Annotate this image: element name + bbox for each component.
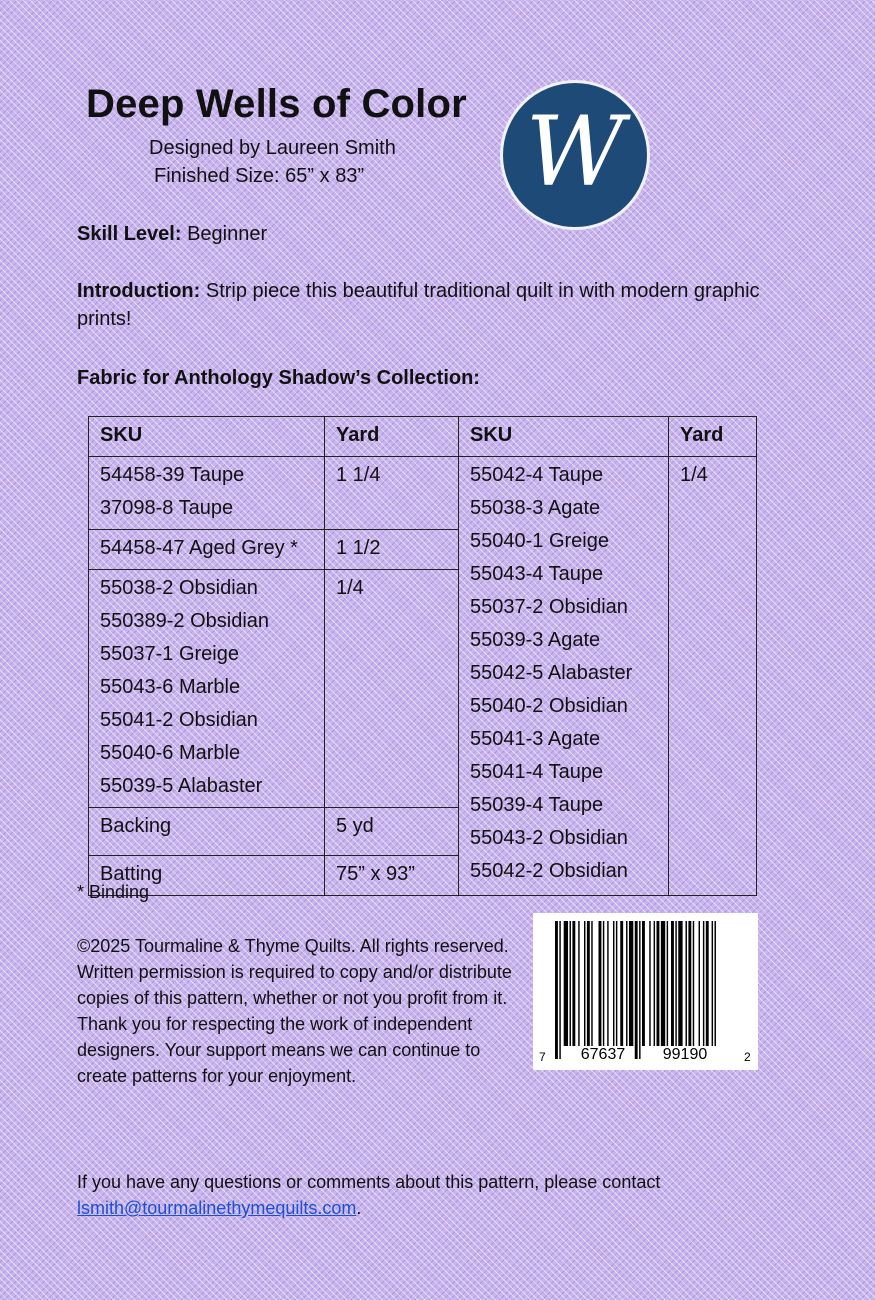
sku-item: Backing (100, 815, 172, 837)
sku-item: 55043-2 Obsidian (470, 827, 628, 849)
barcode-graphic (533, 913, 758, 1070)
sku-cell (459, 457, 669, 896)
yard-cell: 1/4 (325, 570, 459, 808)
sku-cell (89, 457, 325, 530)
sku-item: 55042-4 Taupe (470, 464, 604, 486)
contact-info (77, 1169, 837, 1221)
sku-item: 55041-4 Taupe (470, 761, 604, 783)
sku-item: 55040-6 Marble (100, 742, 241, 764)
barcode-digit: 7 (539, 1050, 546, 1064)
barcode-bar (635, 921, 638, 1059)
sku-item: 55037-1 Greige (100, 643, 239, 665)
skill-level-label: Skill Level: (77, 223, 182, 245)
barcode-bar (657, 921, 660, 1046)
sku-item: 54458-47 Aged Grey * (100, 537, 298, 559)
skill-level (77, 220, 267, 248)
barcode-bar (654, 921, 655, 1046)
sku-item: 55043-4 Taupe (470, 563, 604, 585)
barcode-bar (584, 921, 585, 1046)
fabric-heading: Fabric for Anthology Shadow’s Collection: (77, 367, 480, 389)
barcode-bar (591, 921, 592, 1046)
sku-item: 55038-2 Obsidian (100, 577, 258, 599)
barcode-digit: 67637 (580, 1046, 626, 1063)
yard-header: Yard (669, 417, 757, 457)
fabric-table (88, 416, 757, 896)
sku-item: 55040-1 Greige (470, 530, 609, 552)
logo-letter: W (525, 96, 625, 208)
sku-item: 55042-5 Alabaster (470, 662, 633, 684)
sku-item: 55038-3 Agate (470, 497, 601, 519)
barcode-bar (678, 921, 682, 1046)
barcode-digit: 2 (744, 1050, 751, 1064)
barcode-bar (616, 921, 617, 1046)
barcode-bar (620, 921, 623, 1046)
barcode-bar (559, 921, 560, 1059)
barcode (533, 913, 758, 1070)
barcode-bar (699, 921, 700, 1046)
sku-item: 55039-4 Taupe (470, 794, 604, 816)
sku-item: 55041-3 Agate (470, 728, 601, 750)
barcode-bar (555, 921, 558, 1059)
barcode-bar (626, 921, 627, 1046)
sku-item: 55039-5 Alabaster (100, 775, 263, 797)
sku-cell (89, 530, 325, 570)
copyright-notice: ©2025 Tourmaline & Thyme Quilts. All rights reserved. Written permission is required to copy and/or distribute copies of this pattern, whether or not you profit from it. Thank you for respecting the work of independent designers. Your support means we can continue to create patterns for your enjoyment. (77, 936, 512, 1086)
barcode-bar (671, 921, 674, 1046)
barcode-bar (642, 921, 645, 1046)
sku-item: 55040-2 Obsidian (470, 695, 628, 717)
barcode-bar (564, 921, 568, 1046)
introduction-label: Introduction: (77, 280, 201, 302)
designer-credit: Designed by Laureen Smith (149, 137, 396, 159)
barcode-bar (712, 921, 713, 1046)
barcode-bar (667, 921, 668, 1046)
sku-item: 37098-8 Taupe (100, 497, 234, 519)
page-title: Deep Wells of Color (86, 82, 467, 126)
binding-note: * Binding (77, 882, 150, 902)
sku-item: 550389-2 Obsidian (100, 610, 270, 632)
yard-header: Yard (325, 417, 459, 457)
yard-cell: 75” x 93” (325, 856, 459, 896)
sku-header: SKU (89, 417, 325, 457)
barcode-bar (688, 921, 691, 1046)
sku-cell (89, 808, 325, 856)
barcode-bars (555, 921, 716, 1059)
barcode-bar (578, 921, 579, 1046)
barcode-bar (607, 921, 608, 1046)
barcode-bar (587, 921, 590, 1046)
sku-item: 55037-2 Obsidian (470, 596, 628, 618)
sku-item: 54458-39 Taupe (100, 464, 245, 486)
barcode-bar (572, 921, 575, 1046)
yard-cell: 5 yd (325, 808, 459, 856)
barcode-bar (649, 921, 650, 1046)
sku-item: Batting (100, 863, 163, 885)
contact-trailing: . (356, 1198, 362, 1218)
finished-size: Finished Size: 65” x 83” (154, 165, 365, 187)
barcode-bar (706, 921, 709, 1046)
sku-header: SKU (459, 417, 669, 457)
barcode-bar (613, 921, 614, 1046)
sku-item: 55039-3 Agate (470, 629, 601, 651)
sku-cell (89, 570, 325, 808)
barcode-bar (675, 921, 676, 1046)
yard-cell: 1 1/4 (325, 457, 459, 530)
skill-level-value: Beginner (187, 223, 268, 245)
logo (500, 80, 650, 230)
barcode-bar (629, 921, 633, 1046)
yard-cell: 1/4 (669, 457, 757, 896)
sku-item: 55043-6 Marble (100, 676, 241, 698)
table-header-row (89, 417, 757, 457)
barcode-bar (703, 921, 704, 1046)
introduction (77, 277, 797, 333)
sku-item: 55041-2 Obsidian (100, 709, 258, 731)
barcode-digit: 99190 (662, 1046, 708, 1063)
barcode-bar (599, 921, 602, 1046)
contact-text: If you have any questions or comments about this pattern, please contact (77, 1172, 661, 1192)
barcode-bar (639, 921, 640, 1059)
barcode-bar (686, 921, 687, 1046)
barcode-bar (661, 921, 665, 1046)
table-row (89, 457, 757, 530)
barcode-bar (715, 921, 716, 1046)
barcode-bar (570, 921, 571, 1046)
barcode-bar (603, 921, 604, 1046)
introduction-text: Strip piece this beautiful traditional quilt in with modern graphic prints! (77, 280, 760, 330)
email-link[interactable]: lsmith@tourmalinethymequilts.com (77, 1198, 357, 1218)
barcode-bar (693, 921, 694, 1046)
sku-item: 55042-2 Obsidian (470, 860, 628, 882)
yard-cell: 1 1/2 (325, 530, 459, 570)
